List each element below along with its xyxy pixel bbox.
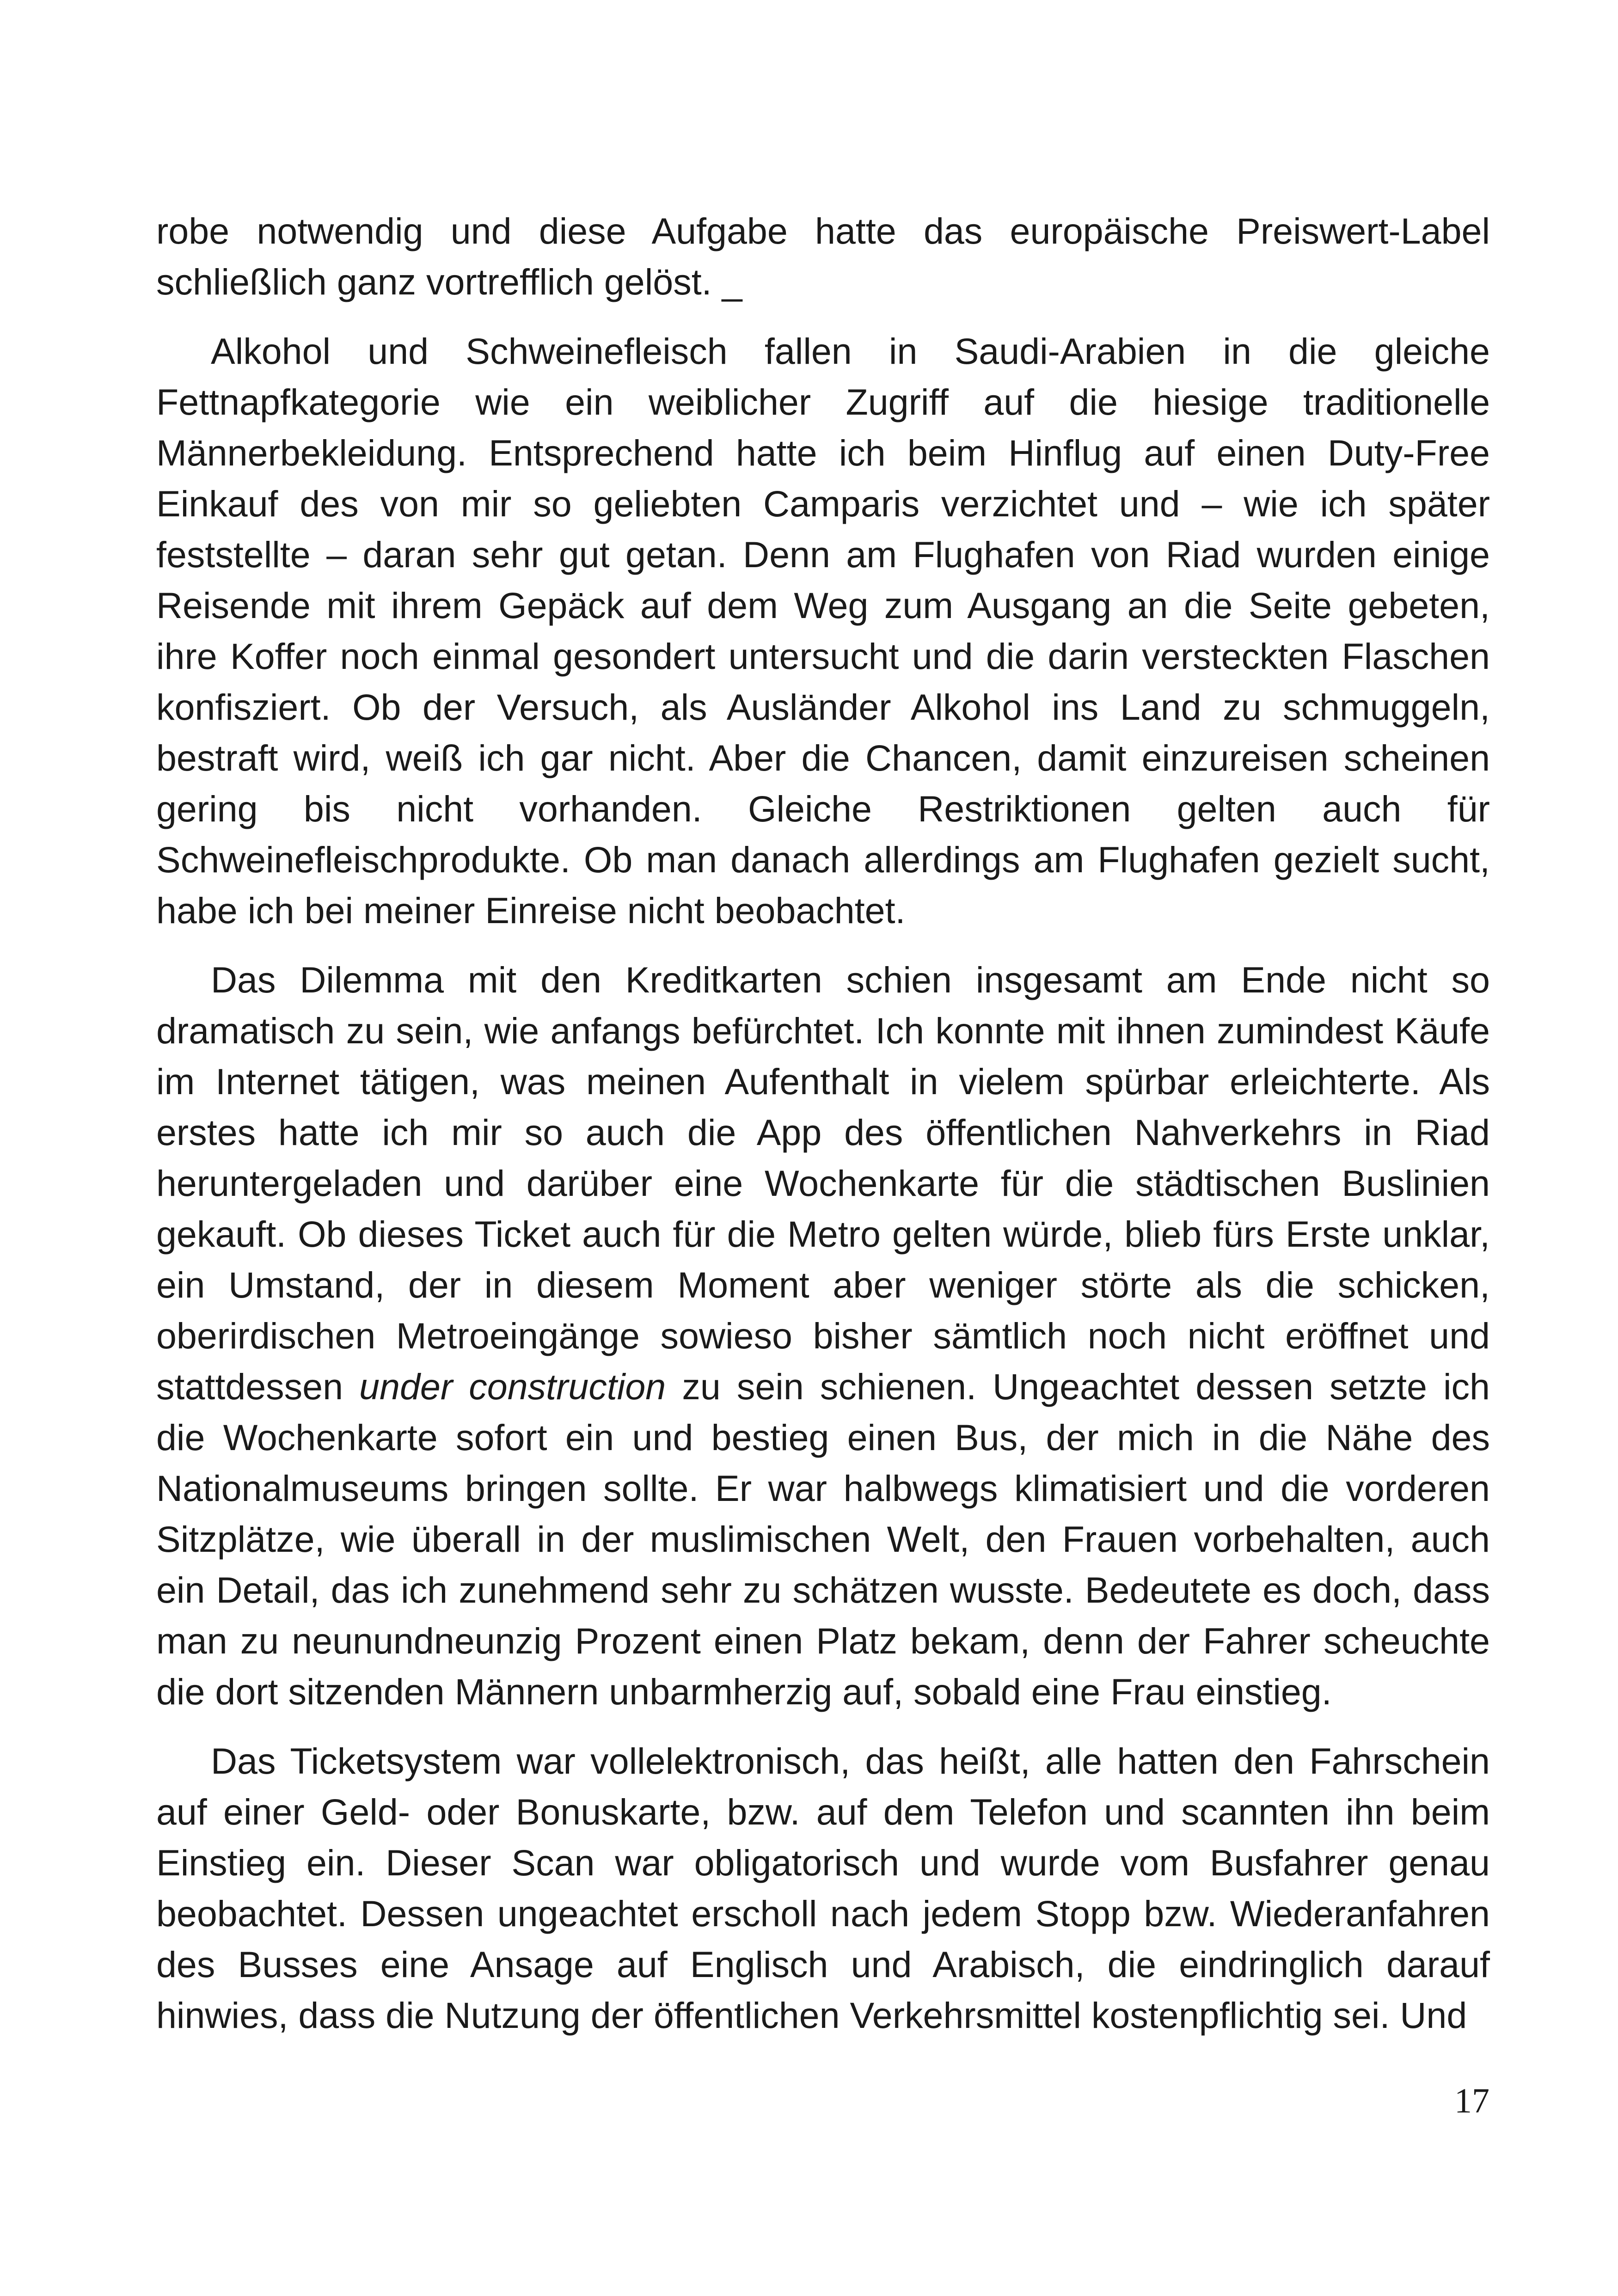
paragraph-ticket-system: Das Ticketsystem war vollelektronisch, das heißt, alle hatten den Fahrschein auf einer Geld- oder Bonuskarte, bzw. auf dem Telefon und scannten ihn beim Einstieg ein. Dieser Scan war obligatorisch und wurde vom Busfahrer genau beobachtet. Dessen ungeachtet erscholl nach jedem Stopp bzw. Wiederanfahren des Busses eine Ansage auf Englisch und Arabisch, die eindringlich darauf hinwies, dass die Nutzung der öffentlichen Verkehrsmittel kostenpflichtig sei. Und (156, 1740, 1490, 2036)
paragraph-credit-cards-part2: zu sein schienen. Ungeachtet dessen setzte ich die Wochenkarte sofort ein und bestieg einen Bus, der mich in die Nähe des Nationalmuseums bringen sollte. Er war halbwegs klimatisiert und die vorderen Sitzplätze, wie überall in der muslimischen Welt, den Frauen vorbehalten, auch ein Detail, das ich zunehmend sehr zu schätzen wusste. Bedeutete es doch, dass man zu neunundneunzig Prozent einen Platz bekam, denn der Fahrer scheuchte die dort sitzenden Männern unbarmherzig auf, sobald eine Frau einstieg. (156, 1366, 1490, 1712)
italic-phrase: under construction (359, 1366, 666, 1407)
paragraph-alcohol: Alkohol und Schweinefleisch fallen in Saudi-Arabien in die gleiche Fettnapfkategorie wie ein weiblicher Zugriff auf die hiesige traditionelle Männerbekleidung. Entsprechend hatte ich beim Hinflug auf einen Duty-Free Einkauf des von mir so geliebten Camparis verzichtet und – wie ich später feststellte – daran sehr gut getan. Denn am Flughafen von Riad wurden einige Reisende mit ihrem Gepäck auf dem Weg zum Ausgang an die Seite gebeten, ihre Koffer noch einmal gesondert untersucht und die darin versteckten Flaschen konfisziert. Ob der Versuch, als Ausländer Alkohol ins Land zu schmuggeln, bestraft wird, weiß ich gar nicht. Aber die Chancen, damit einzureisen scheinen gering bis nicht vorhanden. Gleiche Restriktionen gelten auch für Schweinefleischprodukte. Ob man danach allerdings am Flughafen gezielt sucht, habe ich bei meiner Einreise nicht beobachtet. (156, 331, 1490, 931)
paragraph-credit-cards (156, 955, 1490, 1717)
page-number: 17 (1454, 2082, 1489, 2120)
paragraph-credit-cards-part1: Das Dilemma mit den Kreditkarten schien insgesamt am Ende nicht so dramatisch zu sein, wie anfangs befürchtet. Ich konnte mit ihnen zumindest Käufe im Internet tätigen, was meinen Aufenthalt in vielem spürbar erleichterte. Als erstes hatte ich mir so auch die App des öffentlichen Nahverkehrs in Riad heruntergeladen und darüber eine Wochenkarte für die städtischen Buslinien gekauft. Ob dieses Ticket auch für die Metro gelten würde, blieb fürs Erste unklar, ein Umstand, der in diesem Moment aber weniger störte als die schicken, oberirdischen Metroeingänge sowieso bisher sämtlich noch nicht eröffnet und stattdessen (156, 959, 1490, 1407)
body-text (156, 206, 1490, 2059)
paragraph-continuation: robe notwendig und diese Aufgabe hatte das europäische Preiswert-Label schließlich ganz vortrefflich gelöst. _ (156, 210, 1490, 302)
